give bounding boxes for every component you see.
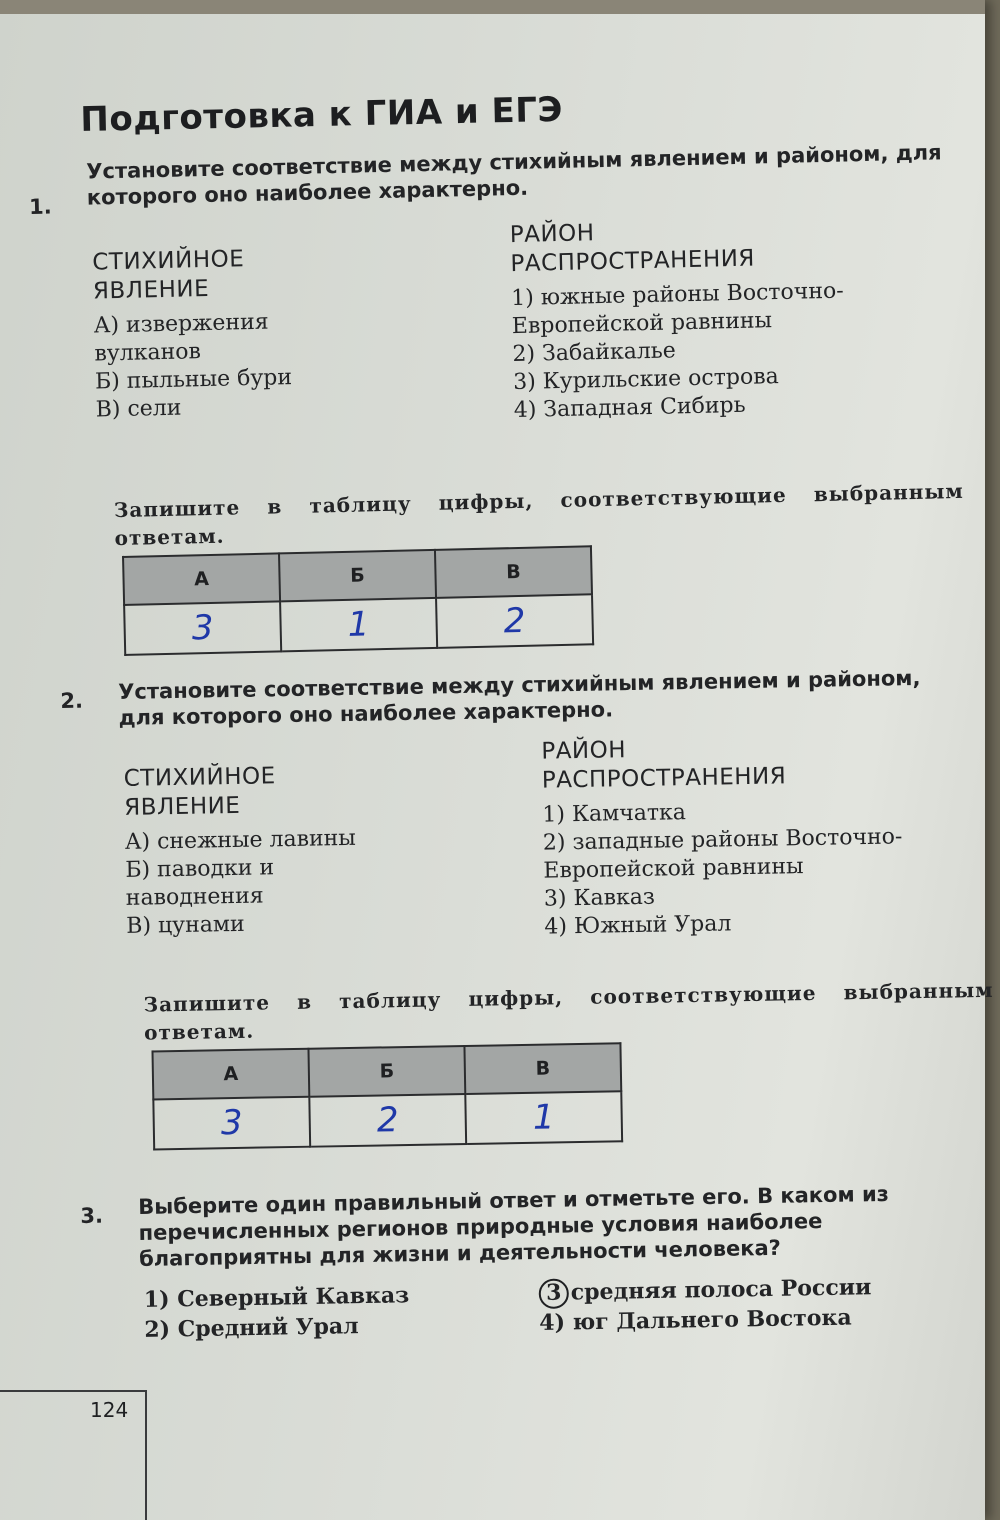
- answer-options: [144, 1271, 973, 1355]
- page-number: 124: [90, 1398, 129, 1422]
- table-header-cell: Б: [308, 1046, 465, 1097]
- column-header: РАЙОН РАСПРОСТРАНЕНИЯ: [541, 737, 787, 794]
- task-question: Установите соответствие между стихийным явлением и районом, для которого оно наиболее характерно.: [118, 665, 921, 730]
- circled-choice-mark: 3: [539, 1278, 570, 1309]
- matching-columns: [92, 211, 965, 461]
- column-header: РАЙОН РАСПРОСТРАНЕНИЯ: [509, 220, 756, 278]
- list-item: А) снежные лавины: [124, 825, 357, 855]
- table-header-cell: В: [464, 1043, 621, 1094]
- handwritten-answer: 1: [280, 598, 437, 652]
- answer-table: [151, 1042, 623, 1150]
- list-item: В) цунами: [126, 911, 245, 939]
- matching-columns: [123, 730, 964, 945]
- page-top-edge: [0, 0, 985, 14]
- page-corner-rule: [0, 1390, 147, 1392]
- task-number: 1.: [28, 194, 52, 219]
- list-item: 1) Камчатка: [542, 800, 687, 828]
- handwritten-answer: 2: [436, 594, 593, 648]
- phenomena-column: [92, 241, 426, 424]
- column-header: СТИХИЙНОЕ ЯВЛЕНИЕ: [92, 246, 245, 305]
- list-item: 4) Южный Урал: [544, 911, 732, 940]
- handwritten-answer: 3: [153, 1097, 310, 1150]
- list-item: Б) паводки и наводнения: [125, 855, 275, 911]
- page-title: Подготовка к ГИА и ЕГЭ: [80, 89, 564, 140]
- page-corner-rule: [145, 1392, 147, 1520]
- phenomena-column: [123, 759, 456, 941]
- list-item: А) извержения вулканов: [93, 309, 269, 367]
- list-item: 1) южные районы Восточно-Европейской равнины: [510, 278, 844, 340]
- task-3: [80, 1179, 973, 1357]
- option-2: 2) Средний Урал: [144, 1313, 359, 1343]
- handwritten-answer: 3: [124, 601, 281, 655]
- task-number: 3.: [80, 1203, 104, 1228]
- option-3-text: средняя полоса России: [570, 1274, 872, 1306]
- list-item: В) сели: [95, 395, 182, 423]
- task-question: Установите соответствие между стихийным явлением и районом, для которого оно наиболее характерно.: [86, 140, 942, 210]
- handwritten-answer: 1: [465, 1091, 622, 1144]
- option-4: 4) юг Дальнего Востока: [539, 1304, 852, 1337]
- list-item: 3) Курильские острова: [512, 364, 779, 396]
- list-item: 4) Западная Сибирь: [513, 392, 746, 424]
- option-1: 1) Северный Кавказ: [143, 1282, 410, 1313]
- table-header-cell: А: [123, 553, 280, 605]
- task-question: Выберите один правильный ответ и отметьте его. В каком из перечисленных регионов природные условия наиболее благоприятны для жизни и деятельности человека?: [138, 1181, 890, 1271]
- table-header-cell: А: [152, 1049, 309, 1100]
- task-instruction: Запишите в таблицу цифры, соответствующие выбранным ответам.: [143, 977, 994, 1045]
- column-header: СТИХИЙНОЕ ЯВЛЕНИЕ: [123, 763, 276, 821]
- task-2: [60, 664, 994, 1152]
- task-number: 2.: [60, 688, 84, 713]
- task-1: [28, 139, 969, 658]
- regions-column: [510, 211, 955, 425]
- list-item: Б) пыльные бури: [94, 365, 293, 395]
- table-header-cell: Б: [279, 550, 436, 602]
- answer-table: [122, 545, 594, 656]
- list-item: 3) Кавказ: [543, 884, 656, 912]
- task-instruction: Запишите в таблицу цифры, соответствующие выбранным ответам.: [113, 478, 965, 551]
- list-item: 2) западные районы Восточно-Европейской равнины: [542, 824, 903, 884]
- list-item: 2) Забайкалье: [512, 338, 677, 368]
- regions-column: [541, 730, 984, 942]
- handwritten-answer: 2: [309, 1094, 466, 1147]
- table-header-cell: В: [435, 546, 592, 598]
